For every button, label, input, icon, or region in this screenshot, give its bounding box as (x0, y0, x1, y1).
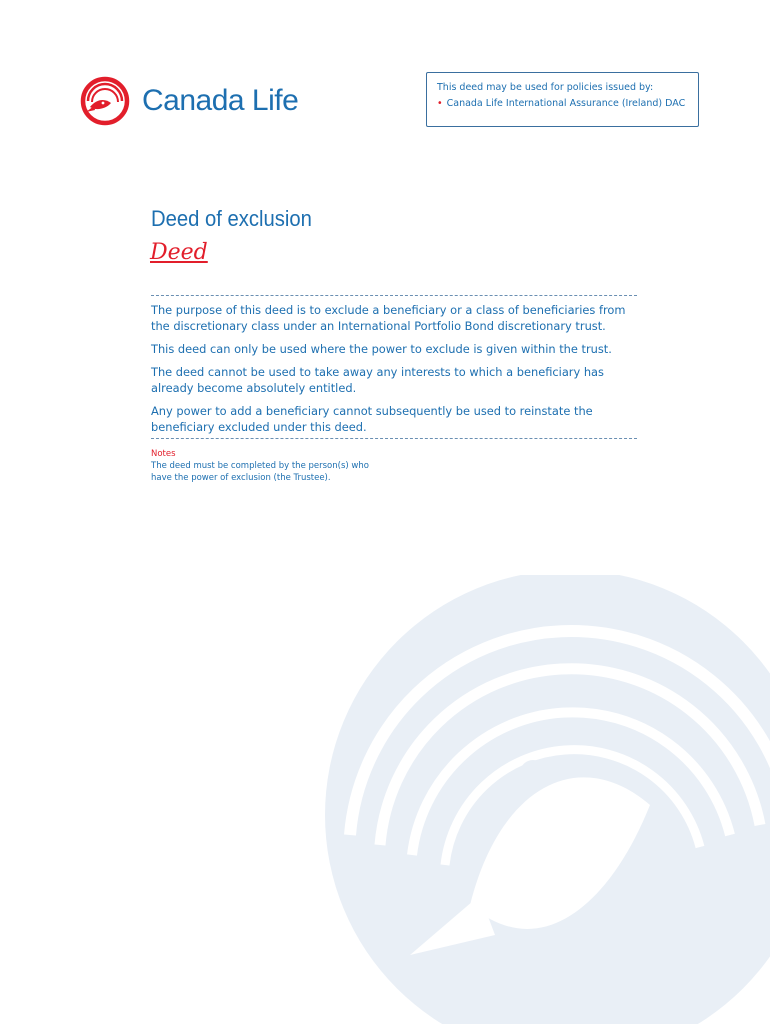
policy-box-heading: This deed may be used for policies issued by: (437, 82, 654, 93)
policy-info-box (426, 72, 699, 127)
brand-name: Canada Life (142, 84, 299, 117)
bird-swirl-logo-icon (80, 76, 130, 126)
watermark-bird-icon (320, 575, 770, 1024)
notes-section (151, 448, 411, 484)
notes-heading: Notes (151, 449, 176, 459)
intro-paragraph: The deed cannot be used to take away any interests to which a beneficiary has already become absolutely entitled. (151, 365, 604, 395)
page-title: Deed of exclusion (151, 206, 312, 231)
divider-bottom (151, 438, 637, 439)
bullet-icon: • (437, 98, 443, 109)
intro-paragraph: Any power to add a beneficiary cannot subsequently be used to reinstate the beneficiary excluded under this deed. (151, 404, 593, 434)
policy-box-item-text: Canada Life International Assurance (Ireland) DAC (446, 98, 686, 109)
intro-text (151, 302, 643, 442)
divider-top (151, 295, 637, 296)
handwritten-deed-mark: Deed (150, 240, 208, 265)
intro-paragraph: This deed can only be used where the power to exclude is given within the trust. (151, 342, 612, 356)
notes-text: The deed must be completed by the person(s) who have the power of exclusion (the Trustee). (151, 461, 369, 483)
intro-paragraph: The purpose of this deed is to exclude a beneficiary or a class of beneficiaries from the discretionary class under an International Portfolio Bond discretionary trust. (151, 303, 626, 333)
brand-logo (80, 76, 298, 126)
policy-box-item (437, 97, 688, 111)
